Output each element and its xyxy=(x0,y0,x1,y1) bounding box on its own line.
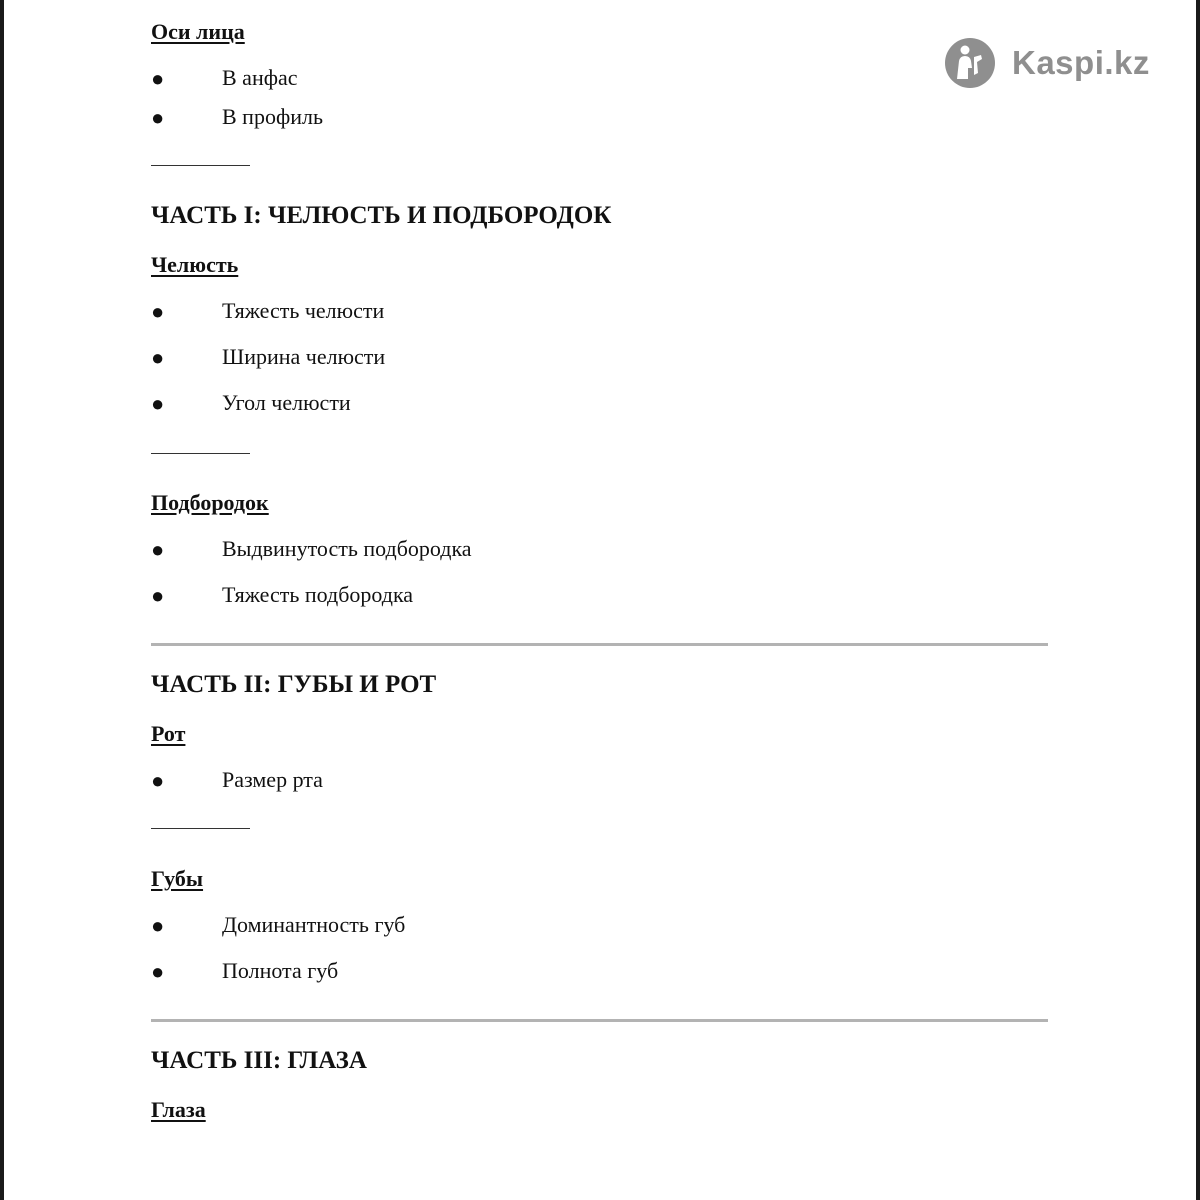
section-divider xyxy=(151,1019,1048,1022)
page-edge-left xyxy=(0,0,4,1200)
short-divider xyxy=(151,453,250,454)
heading-mouth: Рот xyxy=(151,721,186,746)
section-title-part-3: ЧАСТЬ III: ГЛАЗА xyxy=(151,1047,367,1074)
heading-lips: Губы xyxy=(151,866,204,891)
heading-chin: Подбородок xyxy=(151,490,269,515)
section-title-part-2: ЧАСТЬ II: ГУБЫ И РОТ xyxy=(151,671,437,698)
section-title-part-1: ЧАСТЬ I: ЧЕЛЮСТЬ И ПОДБОРОДОК xyxy=(151,202,612,229)
list-item: Размер рта xyxy=(222,767,323,792)
bullet-icon: ● xyxy=(151,537,165,562)
bullet-icon: ● xyxy=(151,66,165,91)
list-item: Полнота губ xyxy=(222,958,339,983)
bullet-icon: ● xyxy=(151,391,165,416)
list-item: Ширина челюсти xyxy=(222,344,386,369)
bullet-icon: ● xyxy=(151,913,165,938)
bullet-icon: ● xyxy=(151,768,165,793)
list-item: В профиль xyxy=(222,104,323,129)
heading-eyes: Глаза xyxy=(151,1097,206,1122)
bullet-icon: ● xyxy=(151,583,165,608)
list-item: Выдвинутость подбородка xyxy=(222,536,472,561)
list-item: Доминантность губ xyxy=(222,912,406,937)
short-divider xyxy=(151,165,250,166)
heading-jaw: Челюсть xyxy=(151,252,239,277)
watermark-text: Kaspi.kz xyxy=(1012,44,1150,81)
list-item: Угол челюсти xyxy=(222,390,351,415)
bullet-icon: ● xyxy=(151,105,165,130)
kaspi-logo-icon xyxy=(944,37,996,89)
bullet-icon: ● xyxy=(151,959,165,984)
bullet-icon: ● xyxy=(151,299,165,324)
section-divider xyxy=(151,643,1048,646)
bullet-icon: ● xyxy=(151,345,165,370)
kaspi-watermark xyxy=(944,37,1150,89)
heading-face-axes: Оси лица xyxy=(151,19,245,44)
list-item: В анфас xyxy=(222,65,298,90)
page-edge-right xyxy=(1196,0,1200,1200)
list-item: Тяжесть челюсти xyxy=(222,298,385,323)
short-divider xyxy=(151,828,250,829)
list-item: Тяжесть подбородка xyxy=(222,582,414,607)
